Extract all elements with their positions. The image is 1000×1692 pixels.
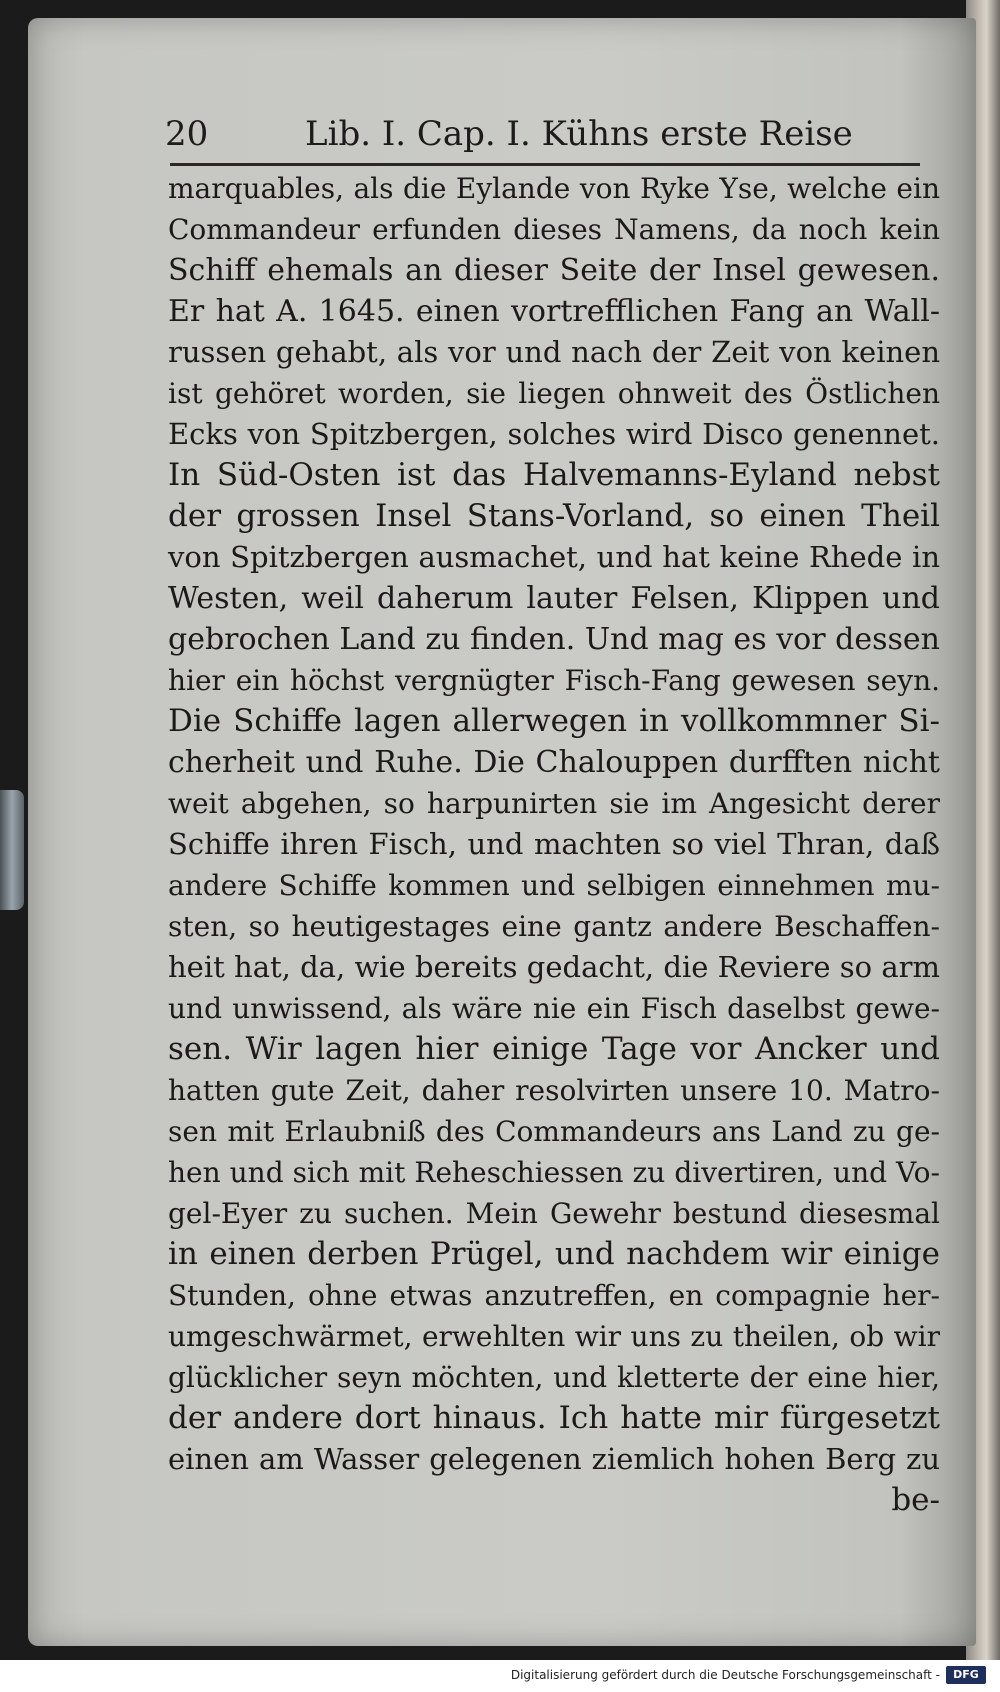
text-line: gel-Eyer zu suchen. Mein Gewehr bestund diesesmal [168, 1197, 940, 1230]
text-line: Die Schiffe lagen allerwegen in vollkommner Si- [168, 703, 940, 739]
body-text [168, 168, 940, 1521]
text-line: einen am Wasser gelegenen ziemlich hohen Berg zu [168, 1442, 940, 1476]
text-line: Westen, weil daherum lauter Felsen, Klippen und [168, 581, 940, 616]
text-line: Schiff ehemals an dieser Seite der Insel gewesen. [168, 253, 940, 288]
footer-bar [0, 1660, 1000, 1692]
text-line: Stunden, ohne etwas anzutreffen, en compagnie her- [168, 1279, 940, 1312]
text-line: glücklicher seyn möchten, und kletterte der eine hier, [168, 1361, 940, 1394]
text-line: der andere dort hinaus. Ich hatte mir fürgesetzt [168, 1400, 940, 1436]
text-line: hier ein höchst vergnügter Fisch-Fang gewesen seyn. [168, 664, 940, 697]
text-line: Schiffe ihren Fisch, und machten so viel Thran, daß [168, 827, 940, 861]
text-line: gebrochen Land zu finden. Und mag es vor dessen [168, 622, 940, 657]
text-line: von Spitzbergen ausmachet, und hat keine Rhede in [168, 540, 940, 574]
text-line: in einen derben Prügel, und nachdem wir einige [168, 1236, 940, 1272]
text-line: sen. Wir lagen hier einige Tage vor Ancker und [168, 1031, 940, 1067]
text-line: und unwissend, als wäre nie ein Fisch daselbst gewe- [168, 992, 940, 1025]
text-line: hatten gute Zeit, daher resolvirten unsere 10. Matro- [168, 1074, 940, 1107]
text-line: marquables, als die Eylande von Ryke Yse, welche ein [168, 172, 940, 205]
text-line: umgeschwärmet, erwehlten wir uns zu theilen, ob wir [168, 1320, 940, 1353]
header-rule [170, 163, 920, 166]
running-title: Lib. I. Cap. I. Kühns erste Reise [305, 114, 853, 154]
text-line: Commandeur erfunden dieses Namens, da noch kein [168, 213, 940, 246]
text-line: russen gehabt, als vor und nach der Zeit von keinen [168, 335, 940, 369]
text-line: sten, so heutigestages eine gantz andere Beschaffen- [168, 910, 940, 943]
text-line: der grossen Insel Stans-Vorland, so einen Theil [168, 498, 940, 534]
book-clip [0, 790, 24, 910]
digitization-credit: Digitalisierung gefördert durch die Deutsche Forschungsgemeinschaft - [510, 1668, 940, 1682]
text-line: weit abgehen, so harpunirten sie im Angesicht derer [168, 787, 940, 820]
page-number: 20 [165, 114, 209, 154]
dfg-logo: DFG [946, 1666, 986, 1684]
text-line: ist gehöret worden, sie liegen ohnweit des Östlichen [168, 377, 940, 410]
text-line: cherheit und Ruhe. Die Chalouppen durfften nicht [168, 745, 940, 780]
catchword: be- [891, 1482, 940, 1518]
text-line: heit hat, da, wie bereits gedacht, die Reviere so arm [168, 950, 940, 984]
text-line: hen und sich mit Reheschiessen zu divertiren, und Vo- [168, 1156, 940, 1189]
page-header [165, 110, 925, 160]
text-line: In Süd-Osten ist das Halvemanns-Eyland nebst [168, 457, 940, 493]
text-line: Ecks von Spitzbergen, solches wird Disco genennet. [168, 417, 940, 451]
text-line: andere Schiffe kommen und selbigen einnehmen mu- [168, 869, 940, 902]
text-line: sen mit Erlaubniß des Commandeurs ans Land zu ge- [168, 1115, 940, 1148]
text-line: Er hat A. 1645. einen vortrefflichen Fang an Wall- [168, 294, 940, 329]
